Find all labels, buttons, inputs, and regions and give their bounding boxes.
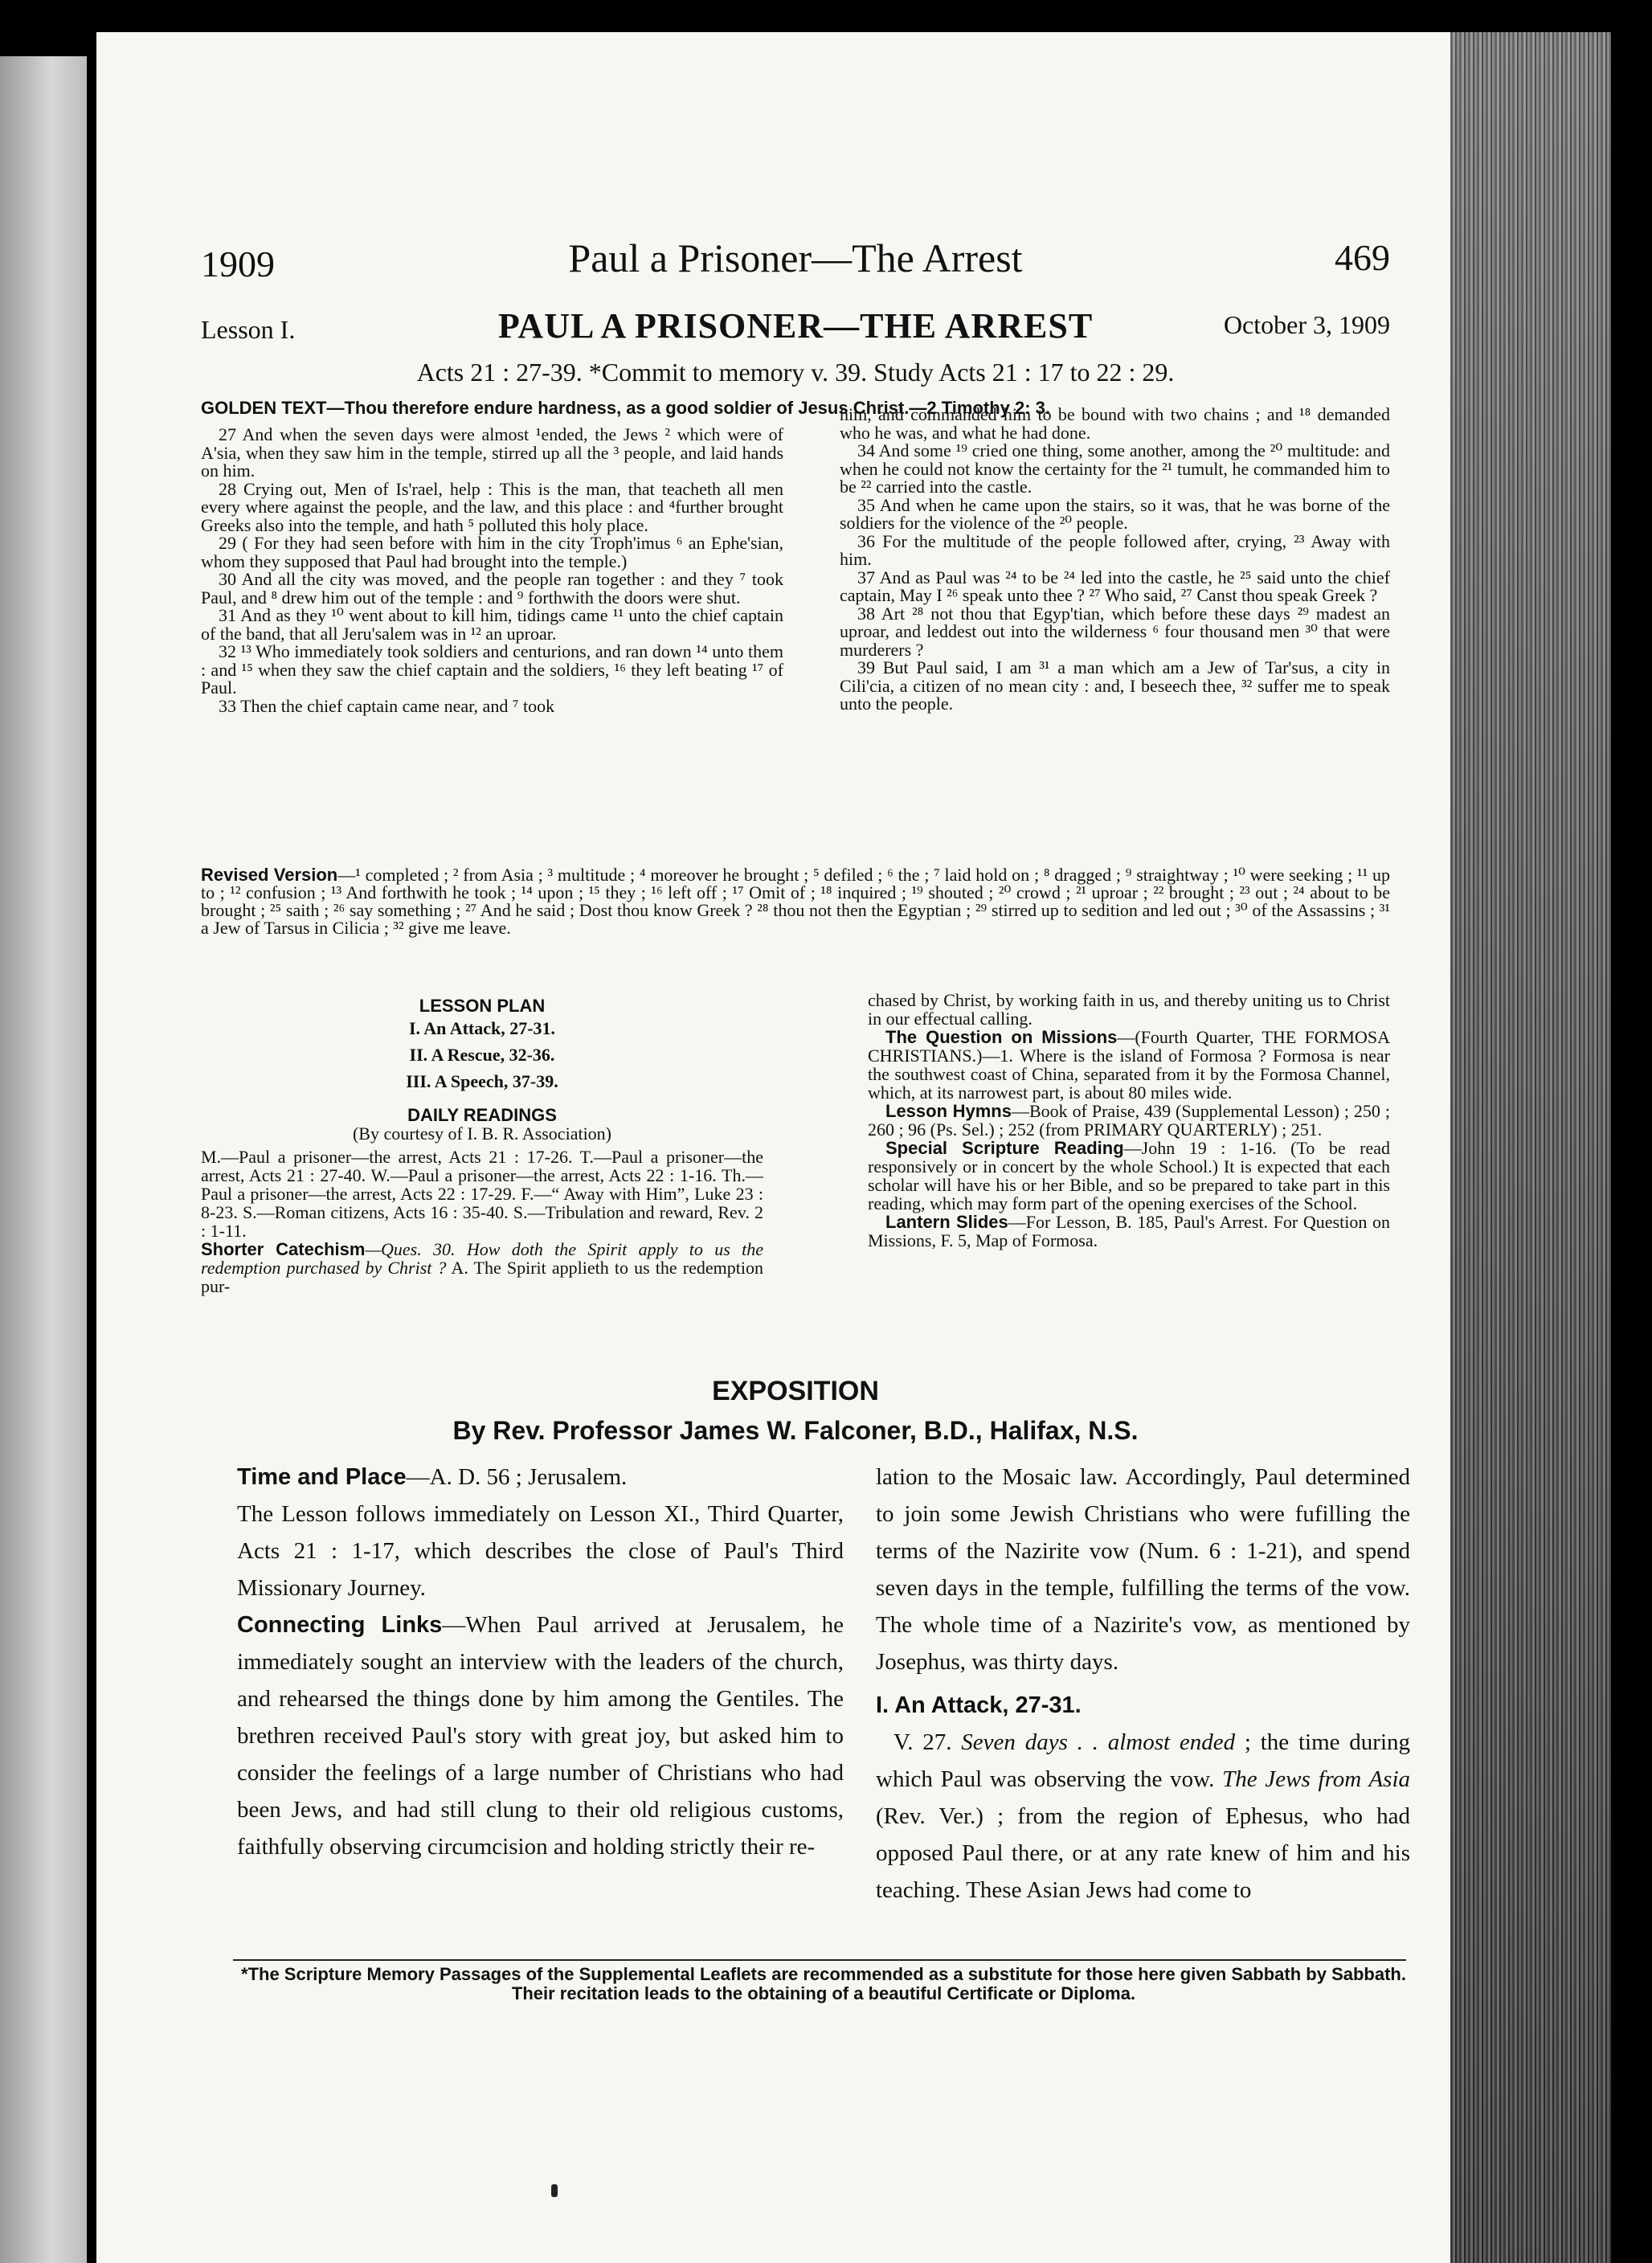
missions-question (868, 1028, 1390, 1102)
lesson-date: October 3, 1909 (1223, 310, 1390, 339)
lesson-notes-column (868, 991, 1390, 1250)
running-head-title: Paul a Prisoner—The Arrest (568, 235, 1023, 280)
verse-27-commentary (876, 1724, 1410, 1909)
exposition-continuation: lation to the Mosaic law. Accordingly, Paul determined to join some Jewish Christians who were fufilling the terms of the Nazirite vow (Num. 6 : 1-21), and spend seven days in the temple, fulfilling the terms of the vow. The whole time of a Nazirite's vow, as mentioned by Josephus, was thirty days. (876, 1464, 1410, 1675)
verses-left-column (201, 426, 783, 715)
facing-page-edge (0, 56, 87, 2263)
v27-phrase: Seven days . . almost ended (961, 1729, 1236, 1755)
time-and-place (237, 1459, 844, 1496)
lantern-label: Lantern Slides (885, 1212, 1008, 1232)
verse-29: 29 ( For they had seen before with him in the city Troph'imus ⁶ an Ephe'sian, whom they supposed that Paul had brought into the temple.) (201, 533, 783, 571)
daily-readings-list: M.—Paul a prisoner—the arrest, Acts 21 : 17-26. T.—Paul a prisoner—the arrest, Acts 21 : 27-40. W.—Paul a prisoner—the arrest, Acts 22 : 1-16. Th.—Paul a prisoner—the arrest, Acts 22 : 17-29. F.—“ Away with Him”, Luke 23 : 8-23. S.—Roman citizens, Acts 16 : 35-40. S.—Tribulation and reward, Rev. 2 : 1-11. (201, 1147, 763, 1241)
verse-39: 39 But Paul said, I am ³¹ a man which am a Jew of Tar'sus, a city in Cili'cia, a citizen of no mean city : and, I beseech thee, ³² suffer me to speak unto the people. (840, 657, 1390, 714)
lesson-plan-column (201, 996, 763, 1295)
time-label: Time and Place (237, 1464, 407, 1490)
verse-34: 34 And some ¹⁹ cried one thing, some another, among the ²⁰ multitude: and when he could not know the certainty for the ²¹ tumult, he commanded him to be ²² carried into the castle. (840, 440, 1390, 497)
lesson-hymns (868, 1102, 1390, 1139)
verse-35: 35 And when he came upon the stairs, so it was, that he was borne of the soldiers for the violence of the ²⁰ people. (840, 494, 1390, 533)
missions-label: The Question on Missions (885, 1027, 1118, 1047)
shorter-catechism (201, 1240, 763, 1295)
daily-readings-courtesy: (By courtesy of I. B. R. Association) (352, 1123, 612, 1144)
verse-32: 32 ¹³ Who immediately took soldiers and centurions, and ran down ¹⁴ unto them : and ¹⁵ when they saw the chief captain and the soldiers, ¹⁶ they left beating ¹⁷ of Paul. (201, 641, 783, 698)
verses-right-column (840, 406, 1390, 714)
lantern-text: —For Lesson, B. 185, Paul's Arrest. For Question on Missions, F. 5, Map of Formosa. (868, 1212, 1391, 1250)
revised-version-label: Revised Version (201, 865, 338, 885)
lesson-plan-item-3: III. A Speech, 37-39. (406, 1071, 558, 1091)
lantern-slides (868, 1213, 1390, 1250)
v27-text-2: (Rev. Ver.) ; from the region of Ephesus, who had opposed Paul there, or at any rate knew of him and his teaching. These Asian Jews had come to (876, 1803, 1410, 1903)
special-reading-text: —John 19 : 1-16. (To be read responsively or in concert by the whole School.) It is expected that each scholar will have his or her Bible, and so be prepared to take part in this reading, which may form part of the opening exercises of the School. (868, 1138, 1390, 1213)
verse-31: 31 And as they ¹⁰ went about to kill him, tidings came ¹¹ unto the chief captain of the band, that all Jeru'salem was in ¹² an uproar. (201, 605, 783, 644)
verse-30: 30 And all the city was moved, and the people ran together : and they ⁷ took Paul, and ⁸ drew him out of the temple : and ⁹ forthwith the doors were shut. (201, 569, 783, 608)
daily-readings-heading: DAILY READINGS (407, 1105, 557, 1125)
lesson-number: Lesson I. (201, 315, 296, 344)
connecting-links (237, 1606, 844, 1865)
footnote-divider (233, 1959, 1406, 1961)
catechism-label: Shorter Catechism (201, 1239, 366, 1259)
footnote: *The Scripture Memory Passages of the Supplemental Leaflets are recommended as a substitute for those here given Sabbath by Sabbath. Their recitation leads to the obtaining of a beautiful Certificate or Diploma. (241, 1964, 1406, 2003)
verse-37: 37 And as Paul was ²⁴ to be ²⁴ led into the castle, he ²⁵ said unto the chief captain, May I ²⁶ speak unto thee ? ²⁷ Who said, ²⁷ Canst thou speak Greek ? (840, 567, 1390, 605)
exposition-left-column (237, 1459, 844, 1865)
special-scripture-reading (868, 1139, 1390, 1213)
exposition-right-column (876, 1459, 1410, 1909)
links-label: Connecting Links (237, 1612, 443, 1638)
verse-33: 33 Then the chief captain came near, and ⁷ took (219, 695, 555, 716)
lesson-header (201, 305, 1390, 354)
verse-33-cont: him, and commanded him to be bound with two chains ; and ¹⁸ demanded who he was, and what he had done. (840, 404, 1390, 443)
revised-version-text: —¹ completed ; ² from Asia ; ³ multitude ; ⁴ moreover he brought ; ⁵ defiled ; ⁶ the ; ⁷ laid hold on ; ⁸ dragged ; ⁹ straightway ; ¹⁰ were seeking ; ¹¹ up to ; ¹² confusion ; ¹³ And forthwith he took ; ¹⁴ upon ; ¹⁵ they ; ¹⁶ left off ; ¹⁷ Omit of ; ¹⁸ inquired ; ¹⁹ shouted ; ²⁰ crowd ; ²¹ uproar ; ²² brought ; ²³ out ; ²⁴ about to be brought ; ²⁵ saith ; ²⁶ say something ; ²⁷ And he said ; Dost thou know Greek ? ²⁸ thou not then the Egyptian ; ²⁹ stirred up to sedition and led out ; ³⁰ of the Assassins ; ³¹ a Jew of Tarsus in Cilicia ; ³² give me leave. (201, 865, 1390, 938)
lesson-title: PAUL A PRISONER—THE ARREST (497, 306, 1094, 346)
lesson-plan-heading: LESSON PLAN (419, 996, 546, 1016)
lesson-plan-item-2: II. A Rescue, 32-36. (409, 1045, 555, 1065)
lesson-plan-item-1: I. An Attack, 27-31. (408, 1018, 556, 1038)
catechism-answer: A. The Spirit applieth to us the redemption pur- (201, 1258, 763, 1296)
verse-27: 27 And when the seven days were almost ¹ended, the Jews ² which were of A'sia, when they saw him in the temple, stirred up all the ³ people, and laid hands on him. (201, 424, 783, 481)
links-text: —When Paul arrived at Jerusalem, he immediately sought an interview with the leaders of the church, and rehearsed the things done by him among the Gentiles. The brethren received Paul's story with great joy, but asked him to consider the feelings of a large number of Christians who had been Jews, and had still clung to their old religious customs, faithfully observing circumcision and holding strictly their re- (237, 1612, 844, 1860)
v27-phrase-2: The Jews from Asia (1222, 1766, 1410, 1792)
book-page-edges (1450, 32, 1611, 2263)
missions-text: —(Fourth Quarter, THE FORMOSA CHRISTIANS.)—1. Where is the island of Formosa ? Formosa is near the southwest coast of China, separated from it by the Formosa Channel, which, at its narrowest part, is about 80 miles wide. (868, 1027, 1390, 1103)
ink-speck (551, 2184, 558, 2197)
hymns-label: Lesson Hymns (885, 1101, 1012, 1121)
golden-text: GOLDEN TEXT—Thou therefore endure hardness, as a good soldier of Jesus Christ.—2 Timothy 2: 3. (201, 398, 1051, 418)
v27-ref: V. 27. (893, 1729, 962, 1755)
exposition-heading: EXPOSITION (712, 1376, 879, 1406)
catechism-question: —Ques. 30. How doth the Spirit apply to us the redemption purchased by Christ ? (201, 1239, 763, 1278)
scripture-reference: Acts 21 : 27-39. *Commit to memory v. 39. Study Acts 21 : 17 to 22 : 29. (416, 358, 1175, 387)
verse-38: 38 Art ²⁸ not thou that Egyp'tian, which before these days ²⁹ madest an uproar, and leddest out into the wilderness ⁶ four thousand men ³⁰ that were murderers ? (840, 603, 1390, 660)
hymns-text: —Book of Praise, 439 (Supplemental Lesson) ; 250 ; 260 ; 96 (Ps. Sel.) ; 252 (from PRIMARY QUARTERLY) ; 251. (868, 1101, 1390, 1140)
revised-version-notes (201, 866, 1390, 937)
time-text: —A. D. 56 ; Jerusalem. (406, 1464, 628, 1490)
page-number: 469 (1335, 237, 1390, 278)
attack-heading-text: I. An Attack, 27-31. (876, 1692, 1082, 1718)
running-head (201, 211, 1390, 291)
attack-heading (876, 1687, 1410, 1724)
verse-28: 28 Crying out, Men of Is'rael, help : This is the man, that teacheth all men every where against the people, and the law, and this place : and ⁴further brought Greeks also into the temple, and hath ⁵ polluted this holy place. (201, 478, 783, 535)
book-page (96, 32, 1450, 2263)
special-reading-label: Special Scripture Reading (885, 1138, 1124, 1158)
catechism-continuation: chased by Christ, by working faith in us, and thereby uniting us to Christ in our effectual calling. (868, 990, 1390, 1029)
v27-text-1: ; the time during which Paul was observing the vow. (876, 1729, 1411, 1792)
verse-36: 36 For the multitude of the people followed after, crying, ²³ Away with him. (840, 530, 1390, 569)
running-head-year: 1909 (201, 243, 275, 284)
exposition-byline: By Rev. Professor James W. Falconer, B.D., Halifax, N.S. (452, 1416, 1139, 1445)
lesson-follows: The Lesson follows immediately on Lesson XI., Third Quarter, Acts 21 : 1-17, which describes the close of Paul's Third Missionary Journey. (237, 1501, 844, 1601)
